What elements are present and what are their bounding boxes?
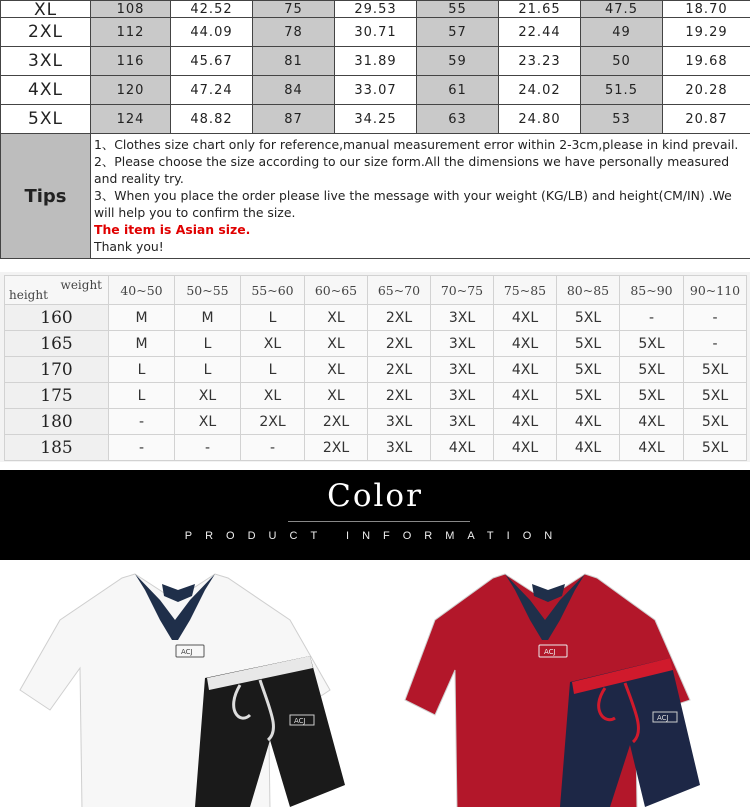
- recommended-size-cell: 5XL: [557, 331, 620, 357]
- recommended-size-cell: 4XL: [620, 409, 684, 435]
- shirt-logo-text: ACJ: [181, 648, 193, 656]
- recommended-size-cell: 3XL: [431, 305, 494, 331]
- size-value-cell: 23.23: [499, 47, 581, 76]
- weight-range-header: 75~85: [494, 276, 557, 305]
- color-banner: [0, 470, 750, 560]
- recommended-size-cell: 5XL: [557, 357, 620, 383]
- size-row: [1, 47, 750, 76]
- recommended-size-cell: M: [109, 331, 175, 357]
- recommended-size-cell: 2XL: [368, 383, 431, 409]
- size-value-cell: 120: [91, 76, 171, 105]
- size-value-cell: 22.44: [499, 18, 581, 47]
- recommended-size-cell: 3XL: [368, 435, 431, 461]
- recommended-size-cell: 4XL: [431, 435, 494, 461]
- size-row: [1, 76, 750, 105]
- size-value-cell: 75: [253, 1, 335, 18]
- size-value-cell: 31.89: [335, 47, 417, 76]
- tips-label: Tips: [1, 134, 91, 259]
- recommended-size-cell: 5XL: [620, 331, 684, 357]
- weight-height-table: [4, 275, 747, 461]
- recommended-size-cell: 4XL: [494, 357, 557, 383]
- height-label: 170: [5, 357, 109, 383]
- size-row: [1, 1, 750, 18]
- height-label: 175: [5, 383, 109, 409]
- tips-row: [1, 134, 750, 259]
- recommended-size-cell: 3XL: [431, 357, 494, 383]
- recommended-size-cell: 2XL: [368, 305, 431, 331]
- weight-range-header: 40~50: [109, 276, 175, 305]
- recommended-size-cell: -: [109, 409, 175, 435]
- size-value-cell: 50: [581, 47, 663, 76]
- recommended-size-cell: 4XL: [494, 331, 557, 357]
- size-value-cell: 116: [91, 47, 171, 76]
- recommended-size-cell: XL: [241, 383, 305, 409]
- tip-line-2: 2、Please choose the size according to our size form.All the dimensions we have personally measured and reality try.: [94, 154, 730, 186]
- size-label: XL: [1, 1, 91, 18]
- size-value-cell: 78: [253, 18, 335, 47]
- recommended-size-cell: 4XL: [620, 435, 684, 461]
- size-row: [1, 18, 750, 47]
- recommended-size-cell: 4XL: [494, 305, 557, 331]
- recommended-size-cell: 5XL: [557, 305, 620, 331]
- weight-height-chart: [0, 272, 750, 462]
- size-value-cell: 47.5: [581, 1, 663, 18]
- recommended-size-cell: 5XL: [620, 357, 684, 383]
- height-row: [5, 305, 747, 331]
- height-row: [5, 357, 747, 383]
- size-value-cell: 19.68: [663, 47, 750, 76]
- size-value-cell: 108: [91, 1, 171, 18]
- corner-weight-label: weight: [60, 278, 102, 292]
- height-row: [5, 409, 747, 435]
- shirt-logo-text-2: ACJ: [544, 648, 556, 656]
- recommended-size-cell: 3XL: [368, 409, 431, 435]
- size-value-cell: 81: [253, 47, 335, 76]
- recommended-size-cell: 4XL: [494, 383, 557, 409]
- recommended-size-cell: XL: [175, 409, 241, 435]
- banner-title: Color: [327, 478, 423, 514]
- recommended-size-cell: 2XL: [368, 357, 431, 383]
- height-label: 185: [5, 435, 109, 461]
- recommended-size-cell: 5XL: [684, 409, 747, 435]
- size-value-cell: 19.29: [663, 18, 750, 47]
- weight-range-header: 50~55: [175, 276, 241, 305]
- recommended-size-cell: 4XL: [557, 409, 620, 435]
- recommended-size-cell: XL: [241, 331, 305, 357]
- recommended-size-cell: 4XL: [557, 435, 620, 461]
- size-value-cell: 33.07: [335, 76, 417, 105]
- height-row: [5, 331, 747, 357]
- weight-range-header: 80~85: [557, 276, 620, 305]
- recommended-size-cell: -: [684, 305, 747, 331]
- size-row: [1, 105, 750, 134]
- recommended-size-cell: M: [175, 305, 241, 331]
- recommended-size-cell: L: [175, 331, 241, 357]
- size-value-cell: 34.25: [335, 105, 417, 134]
- height-label: 160: [5, 305, 109, 331]
- size-chart-table: [0, 0, 750, 259]
- weight-header-row: [5, 276, 747, 305]
- recommended-size-cell: -: [109, 435, 175, 461]
- size-value-cell: 63: [417, 105, 499, 134]
- product-image-red-navy: [375, 560, 750, 807]
- size-value-cell: 21.65: [499, 1, 581, 18]
- size-value-cell: 61: [417, 76, 499, 105]
- banner-subtitle: PRODUCT INFORMATION: [184, 530, 566, 542]
- recommended-size-cell: 5XL: [684, 435, 747, 461]
- size-value-cell: 112: [91, 18, 171, 47]
- size-value-cell: 84: [253, 76, 335, 105]
- recommended-size-cell: 3XL: [431, 331, 494, 357]
- size-value-cell: 24.80: [499, 105, 581, 134]
- height-row: [5, 383, 747, 409]
- size-value-cell: 29.53: [335, 1, 417, 18]
- size-label: 2XL: [1, 18, 91, 47]
- weight-range-header: 60~65: [305, 276, 368, 305]
- recommended-size-cell: -: [620, 305, 684, 331]
- recommended-size-cell: L: [241, 357, 305, 383]
- size-label: 4XL: [1, 76, 91, 105]
- weight-range-header: 70~75: [431, 276, 494, 305]
- recommended-size-cell: 2XL: [305, 409, 368, 435]
- recommended-size-cell: 5XL: [557, 383, 620, 409]
- size-value-cell: 44.09: [171, 18, 253, 47]
- height-row: [5, 435, 747, 461]
- recommended-size-cell: 2XL: [305, 435, 368, 461]
- size-value-cell: 42.52: [171, 1, 253, 18]
- recommended-size-cell: XL: [305, 331, 368, 357]
- recommended-size-cell: M: [109, 305, 175, 331]
- size-value-cell: 59: [417, 47, 499, 76]
- recommended-size-cell: 5XL: [684, 383, 747, 409]
- recommended-size-cell: -: [175, 435, 241, 461]
- size-value-cell: 20.87: [663, 105, 750, 134]
- shorts-logo-text: ACJ: [294, 717, 306, 725]
- size-value-cell: 47.24: [171, 76, 253, 105]
- recommended-size-cell: -: [241, 435, 305, 461]
- size-value-cell: 30.71: [335, 18, 417, 47]
- tip-line-3: 3、When you place the order please live the message with your weight (KG/LB) and height(CM/IN) .We will help you to confirm the size.: [94, 188, 732, 220]
- tips-text: [91, 134, 750, 259]
- shorts-logo-text-2: ACJ: [657, 714, 669, 722]
- recommended-size-cell: XL: [305, 357, 368, 383]
- weight-range-header: 55~60: [241, 276, 305, 305]
- corner-cell: [5, 276, 109, 305]
- size-value-cell: 18.70: [663, 1, 750, 18]
- weight-range-header: 85~90: [620, 276, 684, 305]
- banner-divider: [288, 521, 470, 522]
- recommended-size-cell: XL: [305, 383, 368, 409]
- recommended-size-cell: 4XL: [494, 435, 557, 461]
- product-images: [0, 560, 750, 807]
- product-image-white-black: [0, 560, 375, 807]
- recommended-size-cell: XL: [305, 305, 368, 331]
- size-value-cell: 53: [581, 105, 663, 134]
- recommended-size-cell: XL: [175, 383, 241, 409]
- weight-range-header: 90~110: [684, 276, 747, 305]
- recommended-size-cell: L: [241, 305, 305, 331]
- size-value-cell: 20.28: [663, 76, 750, 105]
- recommended-size-cell: 2XL: [368, 331, 431, 357]
- weight-range-header: 65~70: [368, 276, 431, 305]
- height-label: 165: [5, 331, 109, 357]
- size-value-cell: 51.5: [581, 76, 663, 105]
- recommended-size-cell: -: [684, 331, 747, 357]
- size-value-cell: 48.82: [171, 105, 253, 134]
- size-value-cell: 45.67: [171, 47, 253, 76]
- recommended-size-cell: 5XL: [684, 357, 747, 383]
- recommended-size-cell: L: [175, 357, 241, 383]
- recommended-size-cell: L: [109, 357, 175, 383]
- size-label: 3XL: [1, 47, 91, 76]
- height-label: 180: [5, 409, 109, 435]
- thank-you-text: Thank you!: [94, 239, 164, 254]
- recommended-size-cell: 3XL: [431, 383, 494, 409]
- size-label: 5XL: [1, 105, 91, 134]
- size-value-cell: 57: [417, 18, 499, 47]
- recommended-size-cell: 5XL: [620, 383, 684, 409]
- size-value-cell: 55: [417, 1, 499, 18]
- recommended-size-cell: L: [109, 383, 175, 409]
- size-value-cell: 124: [91, 105, 171, 134]
- size-value-cell: 24.02: [499, 76, 581, 105]
- recommended-size-cell: 2XL: [241, 409, 305, 435]
- size-value-cell: 87: [253, 105, 335, 134]
- asian-size-note: The item is Asian size.: [94, 222, 251, 237]
- size-value-cell: 49: [581, 18, 663, 47]
- corner-height-label: height: [9, 288, 48, 302]
- recommended-size-cell: 4XL: [494, 409, 557, 435]
- tip-line-1: 1、Clothes size chart only for reference,manual measurement error within 2-3cm,please in kind prevail.: [94, 137, 739, 152]
- recommended-size-cell: 3XL: [431, 409, 494, 435]
